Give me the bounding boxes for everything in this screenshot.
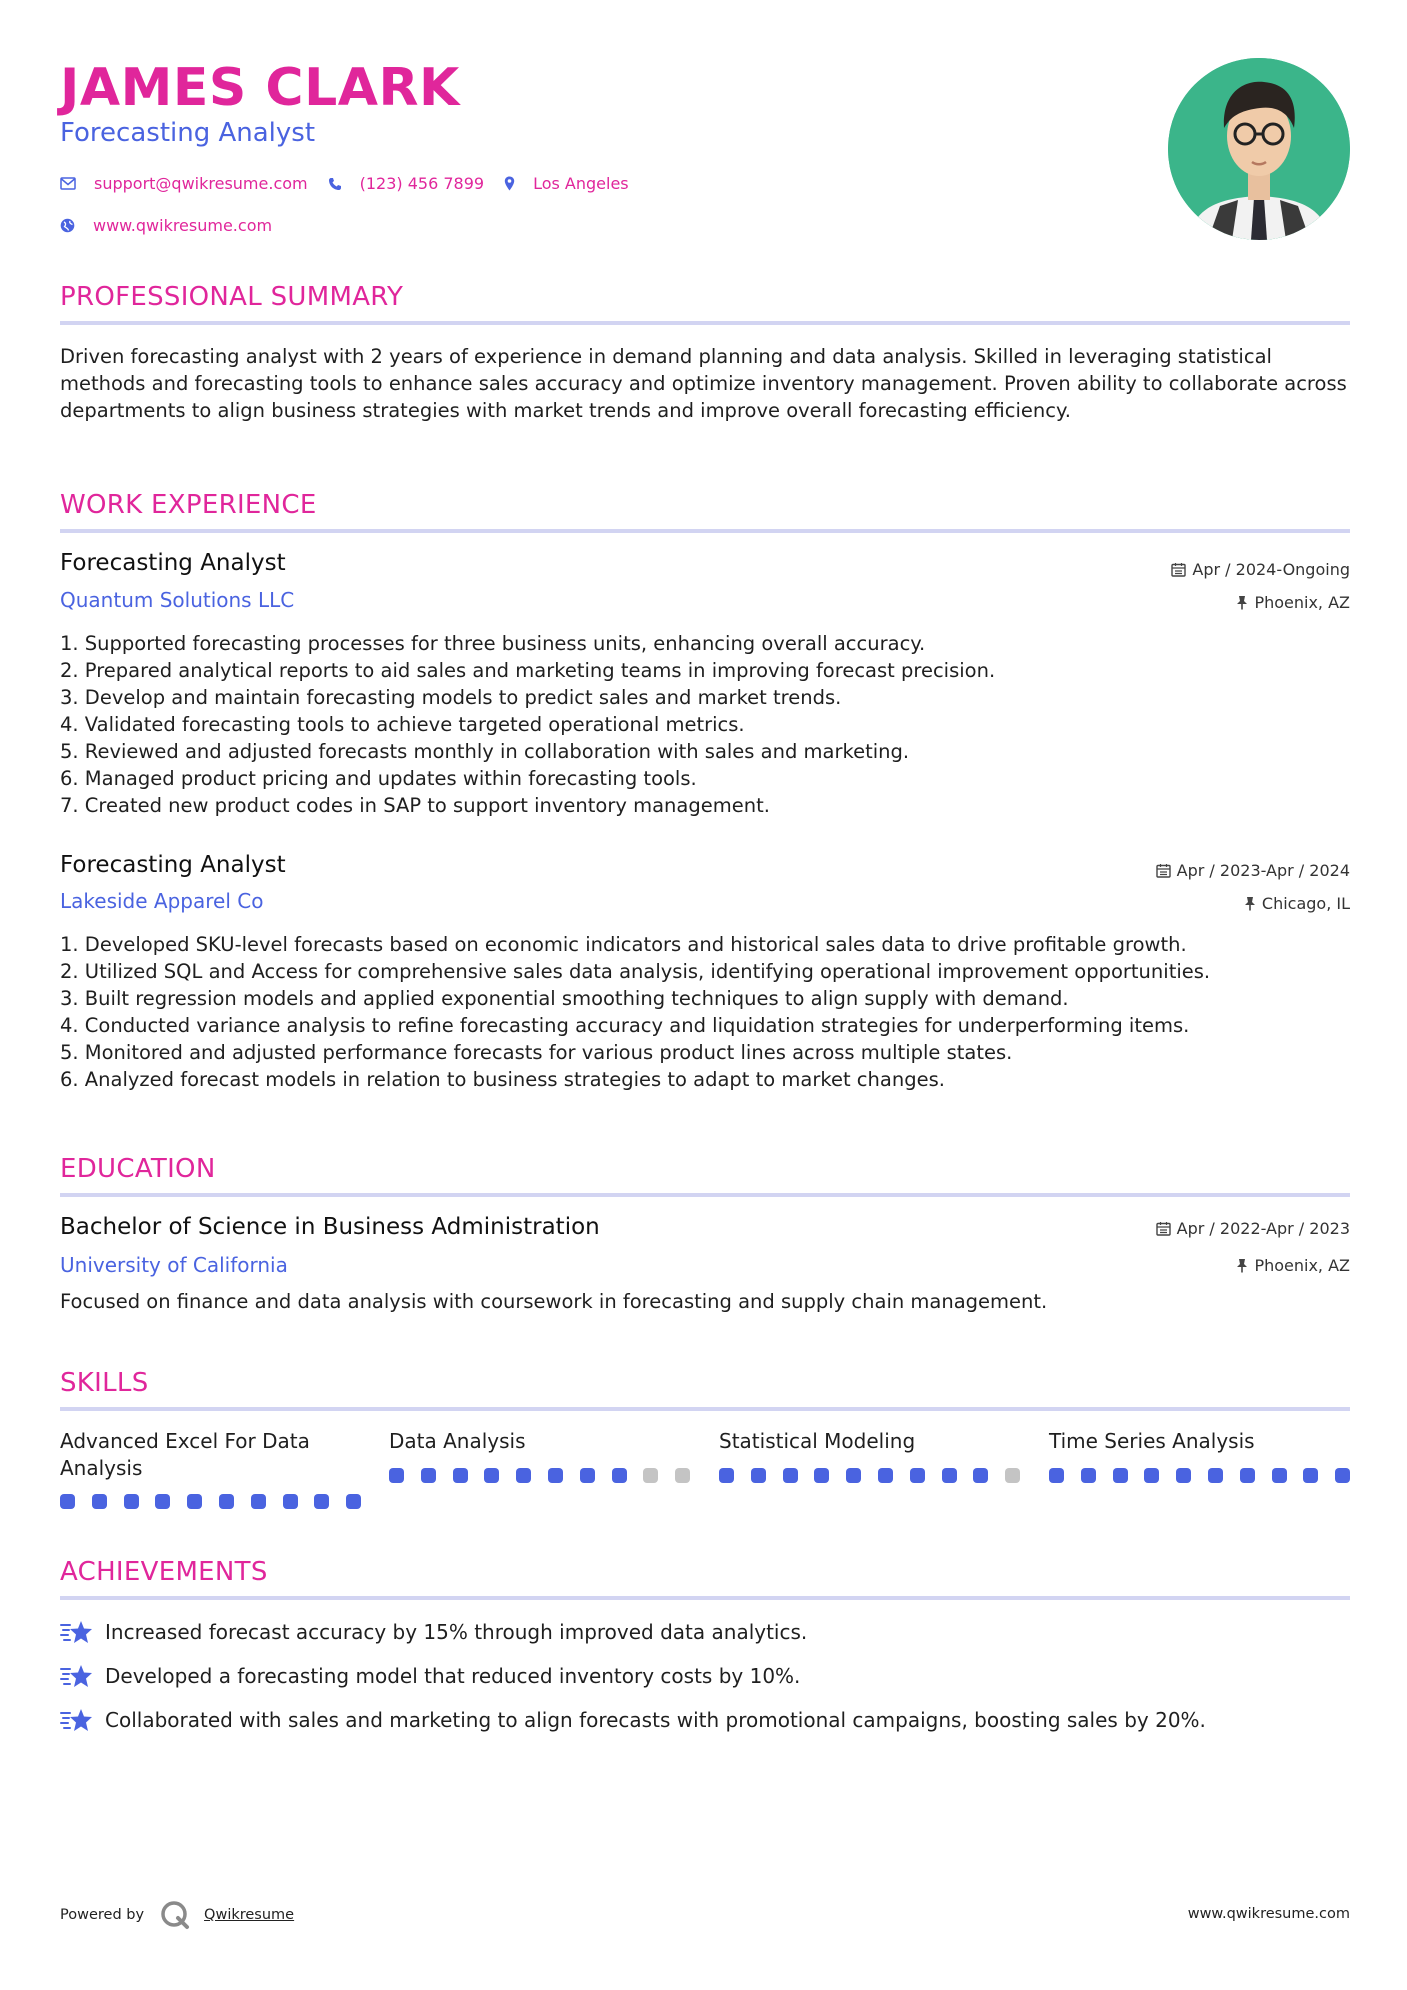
skill-dot-filled [1144,1468,1159,1483]
candidate-name: JAMES CLARK [60,58,460,118]
skill-dot-filled [1335,1468,1350,1483]
achievement-item [60,1619,807,1645]
qwikresume-link[interactable]: Qwikresume [204,1907,295,1923]
job-dates-text: Apr / 2023-Apr / 2024 [1176,861,1350,880]
footer-website-link[interactable]: www.qwikresume.com [1187,1906,1350,1922]
skill-dot-filled [910,1468,925,1483]
achievement-item [60,1663,800,1689]
section-divider [60,529,1350,533]
skill-dot-filled [1081,1468,1096,1483]
section-title-achievements: ACHIEVEMENTS [60,1557,268,1587]
skill-dot-filled [124,1494,139,1509]
list-item: 5. Reviewed and adjusted forecasts monthly in collaboration with sales and marketing. [60,740,910,763]
job-dates [1156,861,1350,880]
skill-dot-filled [814,1468,829,1483]
skill-level-dots [60,1494,378,1509]
achievement-text: Developed a forecasting model that reduced inventory costs by 10%. [105,1664,801,1688]
skill-dot-filled [1113,1468,1128,1483]
skill-dot-filled [1303,1468,1318,1483]
list-item: 7. Created new product codes in SAP to support inventory management. [60,794,770,817]
pushpin-icon [1236,595,1248,610]
website-row [60,216,292,235]
job-title: Forecasting Analyst [60,550,286,576]
skill-item [1049,1428,1349,1455]
skill-dot-filled [314,1494,329,1509]
globe-icon [60,218,75,233]
calendar-icon [1171,562,1186,577]
achievement-item [60,1707,1206,1733]
star-icon [60,1619,94,1645]
company-name: Lakeside Apparel Co [60,889,264,913]
education-description: Focused on finance and data analysis with coursework in forecasting and supply chain management. [60,1290,1048,1313]
skill-dot-empty [1005,1468,1020,1483]
list-item: 2. Utilized SQL and Access for comprehensive sales data analysis, identifying operational improvement opportunities. [60,960,1211,983]
skill-dot-filled [1272,1468,1287,1483]
skill-dot-filled [1049,1468,1064,1483]
list-item: 1. Supported forecasting processes for three business units, enhancing overall accuracy. [60,632,926,655]
job-title: Forecasting Analyst [60,852,286,878]
star-icon [60,1707,94,1733]
skill-dot-filled [60,1494,75,1509]
phone-number[interactable]: (123) 456 7899 [359,174,485,193]
skill-dot-empty [643,1468,658,1483]
list-item: 2. Prepared analytical reports to aid sales and marketing teams in improving forecast precision. [60,659,996,682]
list-item: 6. Analyzed forecast models in relation to business strategies to adapt to market changes. [60,1068,945,1091]
section-title-experience: WORK EXPERIENCE [60,490,317,520]
summary-text: Driven forecasting analyst with 2 years of experience in demand planning and data analysis. Skilled in leveraging statistical methods and forecasting tools to enhance sales accuracy and optimize inventory management. Proven ability to collaborate across departments to align business strategies with market trends and improve overall forecasting efficiency. [60,345,1347,422]
skill-name: Statistical Modeling [719,1429,916,1453]
skill-dot-filled [612,1468,627,1483]
skill-dot-filled [516,1468,531,1483]
skill-item [60,1428,360,1482]
list-item: 4. Validated forecasting tools to achieve targeted operational metrics. [60,713,745,736]
list-item: 3. Built regression models and applied exponential smoothing techniques to align supply with demand. [60,987,1069,1010]
education-dates-text: Apr / 2022-Apr / 2023 [1176,1219,1350,1238]
skill-dot-filled [187,1494,202,1509]
skill-dot-empty [675,1468,690,1483]
powered-by-label: Powered by [60,1907,145,1923]
skill-dot-filled [783,1468,798,1483]
phone-icon [328,177,342,191]
skill-dot-filled [453,1468,468,1483]
skill-item [389,1428,689,1455]
job-location-text: Phoenix, AZ [1254,593,1350,612]
skill-dot-filled [421,1468,436,1483]
job-location [1244,894,1350,913]
calendar-icon [1156,1221,1171,1236]
section-title-summary: PROFESSIONAL SUMMARY [60,282,404,312]
location-text: Los Angeles [533,174,629,193]
job-bullets [60,630,1350,819]
list-item: 1. Developed SKU-level forecasts based on economic indicators and historical sales data to drive profitable growth. [60,933,1187,956]
list-item: 4. Conducted variance analysis to refine forecasting accuracy and liquidation strategies for underperforming items. [60,1014,1190,1037]
pushpin-icon [1236,1258,1248,1273]
skill-dot-filled [219,1494,234,1509]
pushpin-icon [1244,896,1256,911]
skill-name: Time Series Analysis [1049,1429,1255,1453]
list-item: 5. Monitored and adjusted performance forecasts for various product lines across multiple states. [60,1041,1013,1064]
skill-level-dots [389,1468,707,1483]
profile-photo [1168,58,1350,240]
education-dates [1156,1219,1350,1238]
skill-dot-filled [389,1468,404,1483]
education-location [1236,1256,1350,1275]
degree-title: Bachelor of Science in Business Administration [60,1214,600,1240]
skill-dot-filled [1240,1468,1255,1483]
job-bullets [60,931,1350,1093]
qwikresume-logo-icon [160,1900,190,1930]
website-link[interactable]: www.qwikresume.com [93,216,273,235]
job-location [1236,593,1350,612]
section-divider [60,321,1350,325]
candidate-role: Forecasting Analyst [60,118,316,148]
list-item: 3. Develop and maintain forecasting models to predict sales and market trends. [60,686,842,709]
section-divider [60,1407,1350,1411]
star-icon [60,1663,94,1689]
section-divider [60,1596,1350,1600]
company-name: Quantum Solutions LLC [60,588,295,612]
job-location-text: Chicago, IL [1261,894,1350,913]
envelope-icon [60,177,76,190]
email-link[interactable]: support@qwikresume.com [94,174,308,193]
skill-item [719,1428,1019,1455]
education-location-text: Phoenix, AZ [1254,1256,1350,1275]
skill-dot-filled [878,1468,893,1483]
skill-dot-filled [1208,1468,1223,1483]
skill-dot-filled [92,1494,107,1509]
skill-dot-filled [548,1468,563,1483]
section-title-education: EDUCATION [60,1154,216,1184]
map-pin-icon [504,176,515,191]
section-divider [60,1193,1350,1197]
school-name: University of California [60,1253,288,1277]
footer-powered-by [60,1900,294,1930]
achievement-text: Collaborated with sales and marketing to align forecasts with promotional campaigns, boosting sales by 20%. [105,1708,1206,1732]
section-title-skills: SKILLS [60,1368,149,1398]
skill-dot-filled [751,1468,766,1483]
skill-level-dots [1049,1468,1367,1483]
list-item: 6. Managed product pricing and updates within forecasting tools. [60,767,697,790]
job-dates-text: Apr / 2024-Ongoing [1192,560,1350,579]
skill-name: Advanced Excel For Data Analysis [60,1429,310,1480]
skill-dot-filled [942,1468,957,1483]
skill-dot-filled [484,1468,499,1483]
skill-dot-filled [155,1494,170,1509]
contact-row [60,174,649,193]
skill-dot-filled [580,1468,595,1483]
skill-dot-filled [846,1468,861,1483]
skill-dot-filled [973,1468,988,1483]
skill-dot-filled [719,1468,734,1483]
skill-dot-filled [283,1494,298,1509]
skill-dot-filled [1176,1468,1191,1483]
skill-dot-filled [346,1494,361,1509]
skill-name: Data Analysis [389,1429,526,1453]
skill-level-dots [719,1468,1037,1483]
calendar-icon [1156,863,1171,878]
achievement-text: Increased forecast accuracy by 15% through improved data analytics. [105,1620,808,1644]
job-dates [1171,560,1350,579]
skill-dot-filled [251,1494,266,1509]
